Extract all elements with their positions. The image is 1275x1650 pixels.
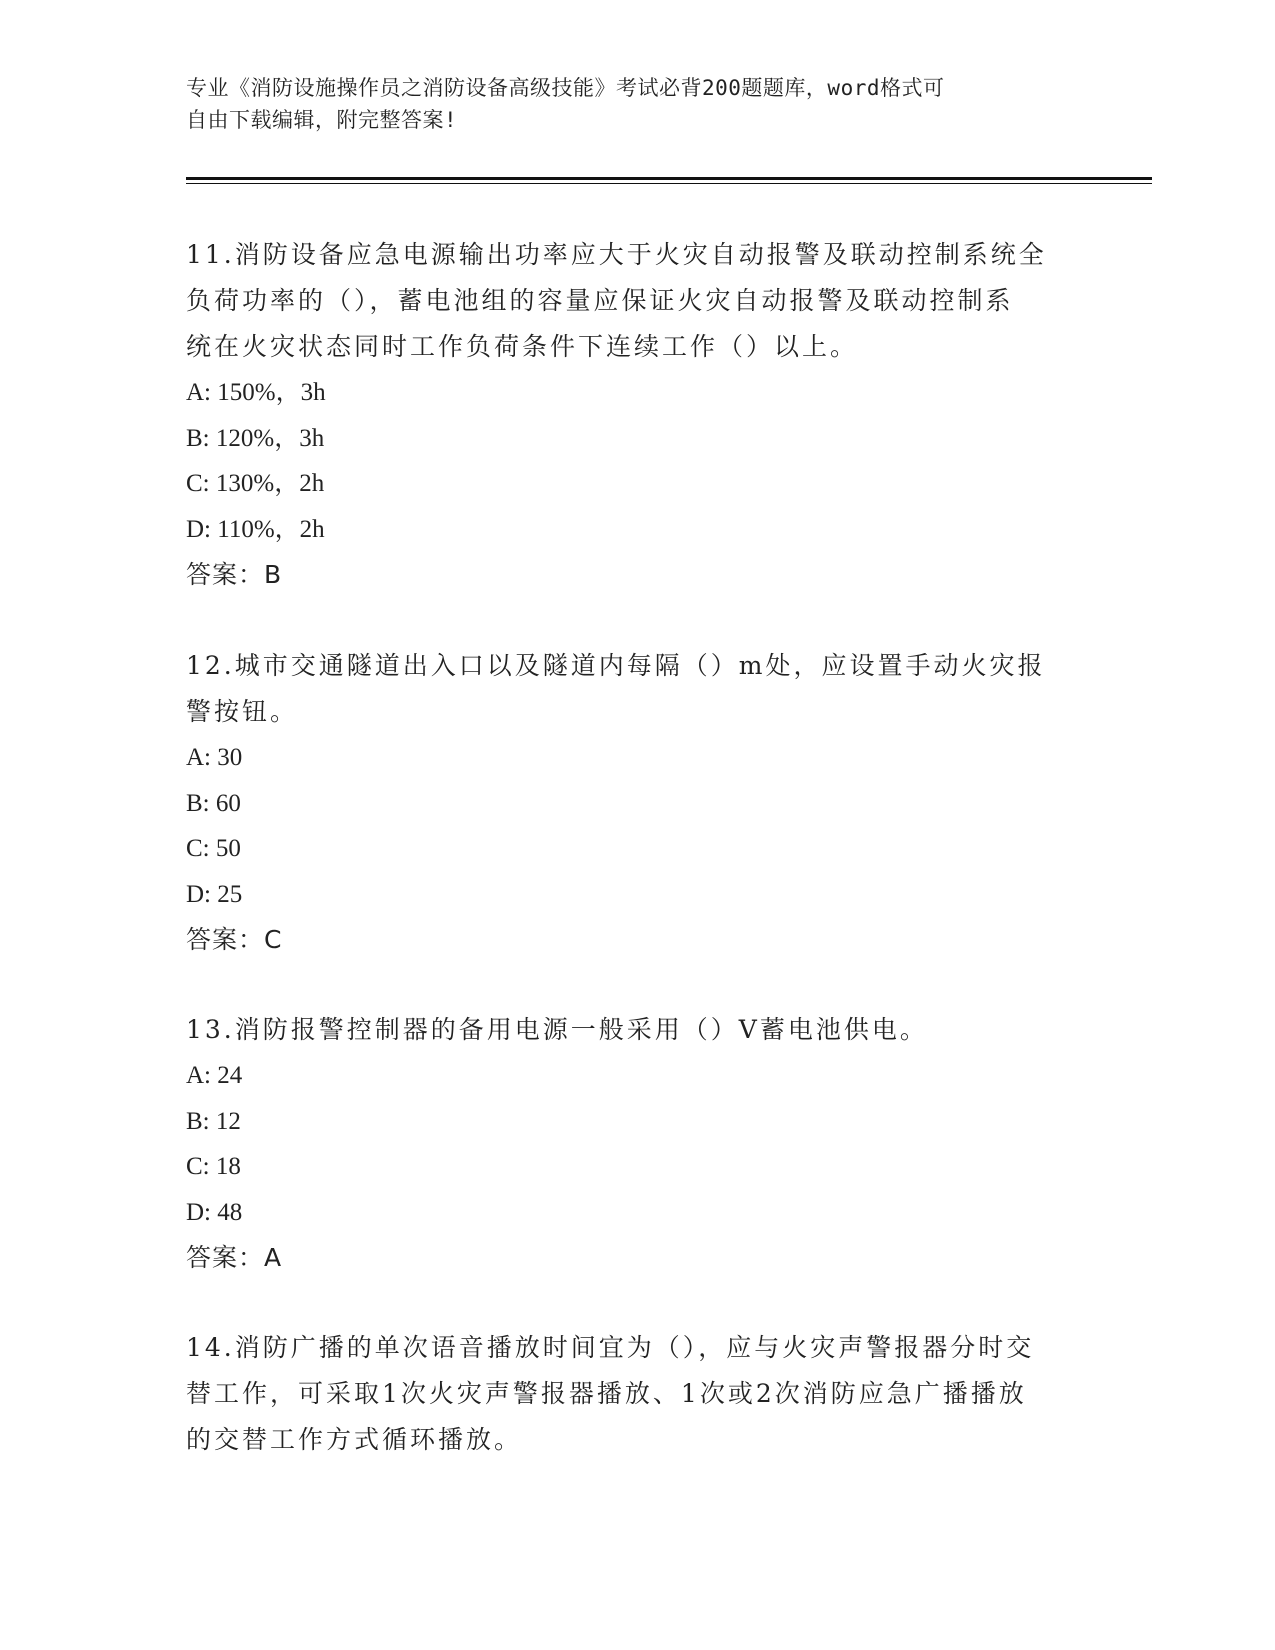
option-c: C: 18 [186,1153,241,1180]
question-12 [186,643,1086,963]
question-14 [186,1325,1086,1463]
option-b: B: 120%，3h [186,424,325,452]
option-a: A: 24 [186,1062,243,1089]
document-header [186,72,1086,136]
question-stem-line: 统在火灾状态同时工作负荷条件下连续工作（）以上。 [186,332,859,361]
header-divider-thin [186,183,1152,184]
question-stem-line: 负荷功率的（），蓄电池组的容量应保证火灾自动报警及联动控制系 [186,286,1014,315]
header-line-2: 自由下载编辑，附完整答案! [186,108,458,132]
question-stem-line: 13.消防报警控制器的备用电源一般采用（）V蓄电池供电。 [186,1015,928,1044]
question-stem-line: 替工作，可采取1次火灾声警报器播放、1次或2次消防应急广播播放 [186,1379,1027,1408]
option-c: C: 50 [186,835,241,862]
question-stem-line: 警按钮。 [186,697,299,726]
question-13 [186,1007,1086,1281]
answer: 答案：B [186,560,283,589]
answer: 答案：A [186,1243,283,1272]
option-d: D: 25 [186,880,243,908]
question-stem-line: 14.消防广播的单次语音播放时间宜为（），应与火灾声警报器分时交 [186,1333,1035,1362]
document-page [186,0,1152,1650]
option-c: C: 130%，2h [186,470,325,497]
header-line-1: 专业《消防设施操作员之消防设备高级技能》考试必背200题题库，word格式可 [186,76,945,100]
option-b: B: 12 [186,1107,241,1135]
option-b: B: 60 [186,789,241,817]
option-a: A: 30 [186,744,243,771]
answer: 答案：C [186,925,283,954]
question-stem-line: 12.城市交通隧道出入口以及隧道内每隔（）m处，应设置手动火灾报 [186,651,1046,680]
option-a: A: 150%，3h [186,379,326,406]
question-stem-line: 的交替工作方式循环播放。 [186,1425,523,1454]
option-d: D: 110%，2h [186,515,325,543]
option-d: D: 48 [186,1198,243,1226]
question-11 [186,232,1086,598]
header-divider-thick [186,177,1152,180]
question-stem-line: 11.消防设备应急电源输出功率应大于火灾自动报警及联动控制系统全 [186,240,1047,269]
